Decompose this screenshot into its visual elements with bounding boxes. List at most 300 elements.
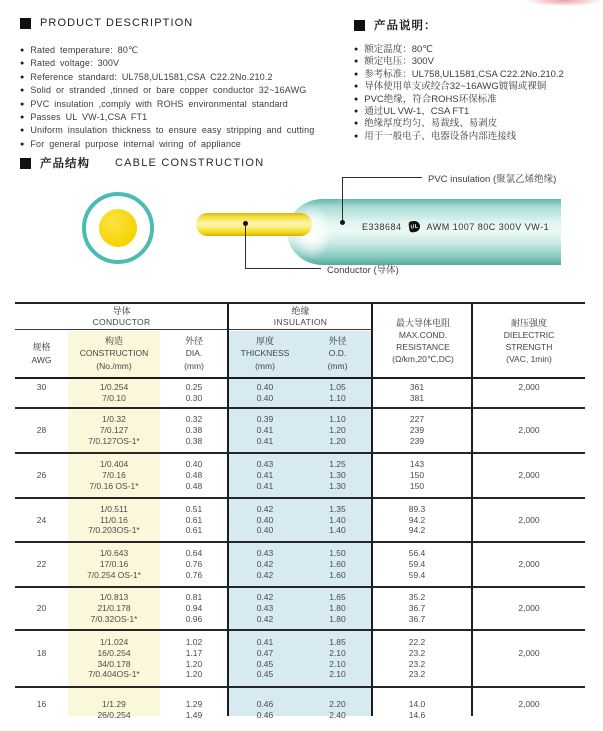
dia-cell-value: 1.49 [185, 709, 203, 720]
dielectric-header-l2: STRENGTH [505, 341, 553, 352]
thickness-cell-value: 0.42 [256, 503, 274, 514]
construction-header-unit: (No./mm) [96, 360, 132, 371]
description-item-cn: ● 参考标准：UL758,UL1581,CSA C22.2No.210.2 [354, 69, 564, 81]
conductor-column-group [15, 304, 228, 377]
dia-cell-value: 1.20 [185, 669, 203, 680]
square-bullet-icon [20, 18, 31, 29]
dielectric-cell [473, 588, 585, 629]
construction-cell [68, 543, 160, 586]
dia-cell [160, 543, 228, 586]
awg-cell-value: 24 [36, 514, 47, 525]
product-description-list-cn [354, 44, 564, 143]
thickness-cell [228, 688, 302, 731]
od-header-en: O.D. [328, 348, 347, 359]
dia-cell-value: 1.20 [185, 658, 203, 669]
construction-cell-value: 7/0.16 [102, 470, 126, 481]
dia-cell-value: 0.30 [185, 393, 203, 403]
thickness-cell-value: 0.45 [256, 658, 274, 669]
awg-cell-value [15, 659, 68, 670]
od-cell [302, 379, 373, 407]
construction-cell-value: 7/0.10 [102, 393, 126, 403]
resistance-cell-value: 35.2 [408, 592, 426, 603]
dielectric-cell-value [473, 659, 585, 670]
resistance-cell-value: 36.7 [408, 613, 426, 624]
dielectric-cell-value: 2,000 [518, 603, 540, 614]
dielectric-cell-value: 2,000 [518, 382, 540, 393]
dielectric-cell-value: 2,000 [518, 698, 540, 709]
table-row-awg-30 [15, 379, 585, 407]
resistance-cell-value: 56.4 [408, 548, 426, 559]
od-cell-value: 1.60 [329, 569, 346, 580]
table-row-awg-18 [15, 629, 585, 686]
thickness-cell-value: 0.46 [256, 698, 274, 709]
dia-cell-value: 0.61 [185, 514, 203, 525]
resistance-cell [373, 688, 473, 731]
dielectric-cell-value [473, 637, 585, 648]
resistance-cell-value: 94.2 [408, 525, 426, 536]
dia-cell-value: 1.29 [185, 698, 203, 709]
thickness-cell-value: 0.41 [256, 637, 274, 648]
awg-cell-value: 18 [36, 647, 47, 658]
od-cell-value: 1.30 [329, 470, 346, 481]
table-row-awg-28 [15, 407, 585, 452]
od-cell-value: 1.35 [329, 503, 346, 514]
od-cell-value: 1.65 [329, 592, 346, 603]
dielectric-cell-value [473, 614, 585, 625]
product-description-heading [20, 17, 193, 29]
thickness-cell-value: 0.46 [256, 709, 274, 720]
thickness-cell-value: 0.41 [256, 435, 274, 446]
awg-cell [15, 499, 68, 541]
dielectric-cell-value [473, 592, 585, 603]
table-divider [227, 304, 229, 716]
od-cell-value: 1.40 [329, 525, 346, 536]
construction-cell [68, 379, 160, 407]
dielectric-cell-value: 2,000 [518, 425, 540, 436]
cable-construction-heading [20, 155, 264, 171]
dielectric-header-cell [473, 304, 585, 377]
thickness-cell [228, 454, 302, 497]
dia-header-unit: (mm) [184, 360, 204, 371]
spec-table [15, 302, 585, 720]
dia-cell-value: 0.25 [185, 382, 203, 393]
conductor-core-circle [99, 209, 137, 247]
resistance-cell [373, 543, 473, 586]
thickness-cell-value: 0.39 [256, 414, 274, 425]
table-row-awg-16 [15, 686, 585, 731]
awg-cell-value [15, 614, 68, 625]
od-cell-value: 1.20 [329, 435, 346, 446]
dielectric-header-cn: 耐压强度 [510, 317, 547, 328]
dielectric-cell-value [473, 481, 585, 492]
resistance-header-l2: RESISTANCE [396, 341, 450, 352]
dielectric-cell [473, 631, 585, 686]
od-cell-value: 1.80 [329, 603, 346, 614]
dielectric-cell-value [473, 525, 585, 536]
cable-cross-section [82, 192, 154, 264]
dielectric-header-unit: (VAC, 1min) [506, 353, 552, 364]
awg-cell-value: 16 [36, 698, 47, 709]
awg-cell-value: 22 [36, 559, 47, 570]
construction-cell-value: 7/0.127OS-1* [88, 435, 140, 446]
od-cell-value: 2.10 [329, 669, 346, 680]
thickness-cell [228, 631, 302, 686]
construction-cell-value: 1/0.643 [99, 548, 129, 559]
conductor-header-en: CONDUCTOR [92, 316, 151, 327]
cable-construction-title-cn: 产品结构 [40, 158, 90, 170]
awg-cell [15, 588, 68, 629]
conductor-label: Conductor (导体) [327, 265, 399, 276]
product-description-title: PRODUCT DESCRIPTION [40, 17, 194, 29]
insulation-leader-line [342, 177, 422, 178]
thickness-cell [228, 379, 302, 407]
dielectric-cell-value [473, 414, 585, 425]
table-body [15, 379, 585, 731]
description-item-en: ● Rated temperature: 80℃ [20, 44, 314, 57]
od-cell-value: 2.20 [329, 698, 346, 709]
dielectric-cell [473, 688, 585, 731]
od-cell-value: 1.40 [329, 514, 346, 525]
thickness-cell-value: 0.47 [256, 647, 274, 658]
dia-cell [160, 409, 228, 452]
dielectric-cell-value [473, 669, 585, 680]
od-cell [302, 631, 373, 686]
dia-cell-value: 1.17 [185, 647, 203, 658]
description-item-cn: ● 额定电压：300V [354, 56, 564, 68]
resistance-cell [373, 499, 473, 541]
construction-cell [68, 454, 160, 497]
awg-cell-value [15, 393, 68, 404]
resistance-header-cell [373, 304, 473, 377]
table-row-awg-22 [15, 541, 585, 586]
resistance-cell-value: 23.2 [408, 658, 426, 669]
dielectric-cell-value [473, 459, 585, 470]
thickness-cell-value: 0.40 [256, 393, 274, 403]
thickness-header-unit: (mm) [255, 360, 275, 371]
insulation-group-header [228, 304, 373, 330]
dielectric-cell [473, 499, 585, 541]
dia-cell-value: 0.48 [185, 470, 203, 481]
awg-cell-value [15, 710, 68, 721]
dia-cell-value: 0.38 [185, 425, 203, 436]
dielectric-cell-value [473, 570, 585, 581]
dielectric-header-l1: DIELECTRIC [503, 329, 555, 340]
dia-cell-value: 1.02 [185, 637, 203, 648]
insulation-label: PVC insulation (聚氯乙烯绝缘) [428, 174, 557, 185]
awg-cell-value: 20 [36, 603, 47, 614]
dielectric-cell-value: 2,000 [518, 647, 540, 658]
thickness-cell-value: 0.43 [256, 548, 274, 559]
od-cell-value: 1.10 [329, 414, 346, 425]
dia-cell [160, 688, 228, 731]
resistance-cell-value: 143 [409, 459, 425, 470]
od-cell [302, 543, 373, 586]
od-cell [302, 454, 373, 497]
ul-file-number: E338684 [362, 221, 402, 232]
resistance-cell-value: 381 [409, 393, 425, 403]
dia-cell-value: 0.94 [185, 603, 203, 614]
construction-cell-value: 7/0.404OS-1* [88, 669, 140, 680]
dia-cell-value: 0.40 [185, 459, 203, 470]
description-item-cn: ● 用于一般电子、电器设备内部连接线 [354, 131, 564, 143]
dia-cell [160, 499, 228, 541]
awg-cell-value [15, 592, 68, 603]
thickness-cell-value: 0.40 [256, 382, 274, 393]
insulation-column-group [228, 304, 373, 377]
dielectric-cell-value [473, 436, 585, 447]
thickness-cell [228, 499, 302, 541]
construction-cell-value: 7/0.127 [99, 425, 129, 436]
dielectric-cell [473, 543, 585, 586]
construction-cell-value: 1/1.29 [102, 698, 126, 709]
awg-header-cell [15, 330, 68, 377]
thickness-cell-value: 0.43 [256, 459, 274, 470]
resistance-cell-value: 239 [409, 435, 425, 446]
od-header-cell [302, 330, 373, 377]
dia-header-cn: 外径 [184, 336, 203, 347]
thickness-cell-value: 0.43 [256, 603, 274, 614]
thickness-cell-value: 0.41 [256, 480, 274, 491]
cable-marking [362, 221, 549, 232]
description-item-en: ● Solid or stranded ,tinned or bare copper conductor 32~16AWG [20, 84, 314, 97]
od-cell-value: 1.60 [329, 559, 346, 570]
resistance-header-unit: (Ω/km,20℃,DC) [392, 353, 454, 364]
dia-cell-value: 0.64 [185, 548, 203, 559]
od-cell-value: 1.05 [329, 382, 346, 393]
description-item-en: ● Reference standard: UL758,UL1581,CSA C22.2No.210.2 [20, 71, 314, 84]
od-cell-value: 2.40 [329, 709, 346, 720]
table-header [15, 304, 585, 379]
dielectric-cell-value [473, 504, 585, 515]
thickness-cell-value: 0.42 [256, 569, 274, 580]
od-cell [302, 499, 373, 541]
table-row-awg-20 [15, 586, 585, 629]
resistance-cell-value: 36.7 [408, 603, 426, 614]
conductor-leader-line [245, 224, 246, 269]
resistance-cell-value: 59.4 [408, 569, 426, 580]
od-cell-value: 1.20 [329, 425, 346, 436]
thickness-header-en: THICKNESS [240, 348, 290, 359]
construction-header-en: CONSTRUCTION [79, 348, 149, 359]
construction-cell-value: 11/0.16 [100, 514, 128, 525]
resistance-header-cn: 最大导体电阻 [395, 317, 450, 328]
construction-cell-value: 1/0.511 [100, 503, 128, 514]
insulation-header-cn: 绝缘 [291, 306, 310, 316]
construction-header-cn: 构造 [104, 336, 123, 347]
awg-cell-value [15, 504, 68, 515]
description-item-en: ● Uniform insulation thickness to ensure easy stripping and cutting [20, 124, 314, 137]
resistance-cell-value: 239 [409, 425, 425, 436]
dia-cell-value: 0.96 [185, 613, 203, 624]
awg-cell-value [15, 548, 68, 559]
awg-cell-value [15, 570, 68, 581]
conductor-header-cn: 导体 [112, 306, 131, 316]
description-item-cn: ● 额定温度：80℃ [354, 44, 564, 56]
awg-cell-value: 30 [36, 382, 47, 393]
dia-cell-value: 0.76 [185, 559, 203, 570]
description-item-cn: ● PVC绝缘，符合ROHS环保标准 [354, 94, 564, 106]
conductor-leader-line [245, 268, 321, 269]
awg-cell-value [15, 459, 68, 470]
dielectric-cell [473, 379, 585, 407]
dielectric-cell-value [473, 548, 585, 559]
resistance-cell-value: 150 [409, 480, 425, 491]
dielectric-cell [473, 409, 585, 452]
thickness-cell [228, 588, 302, 629]
resistance-cell-value: 23.2 [408, 647, 426, 658]
table-row-awg-26 [15, 452, 585, 497]
thickness-cell-value: 0.45 [256, 669, 274, 680]
thickness-cell-value: 0.40 [256, 525, 274, 536]
description-item-en: ● For general purpose internal wiring of appliance [20, 138, 314, 151]
resistance-cell [373, 631, 473, 686]
insulation-header-en: INSULATION [273, 316, 328, 327]
construction-cell [68, 499, 160, 541]
description-item-cn: ● 导体使用单支或绞合32~16AWG镀锡或裸铜 [354, 81, 564, 93]
thickness-cell-value: 0.42 [256, 613, 274, 624]
table-divider [371, 304, 373, 716]
awg-cell-value: 26 [36, 470, 47, 481]
od-cell [302, 409, 373, 452]
cable-construction-title-en: CABLE CONSTRUCTION [115, 157, 265, 169]
dia-cell-value: 0.32 [185, 414, 203, 425]
construction-cell-value: 21/0.178 [97, 603, 131, 614]
table-row-awg-24 [15, 497, 585, 541]
conductor-rod [196, 213, 312, 236]
cropped-logo-artifact [528, 0, 600, 6]
product-description-list-en [20, 44, 314, 151]
awg-cell [15, 543, 68, 586]
construction-cell-value: 34/0.178 [97, 658, 131, 669]
awg-cell-value [15, 525, 68, 536]
dielectric-cell-value: 2,000 [518, 559, 540, 570]
description-item-cn: ● 绝缘厚度均匀、易裁线、易剥皮 [354, 118, 564, 130]
construction-cell-value: 26/0.254 [97, 709, 131, 720]
insulation-subheaders [228, 330, 373, 377]
awg-cell-value [15, 414, 68, 425]
thickness-cell-value: 0.42 [256, 592, 274, 603]
thickness-header-cell [228, 330, 302, 377]
description-item-cn: ● 通过UL VW-1、CSA FT1 [354, 106, 564, 118]
dia-cell-value: 0.61 [185, 525, 203, 536]
insulation-leader-line [342, 177, 343, 223]
construction-header-cell [68, 330, 160, 377]
construction-cell-value: 1/1.024 [99, 637, 129, 648]
dia-cell [160, 631, 228, 686]
resistance-cell [373, 379, 473, 407]
resistance-cell-value: 227 [409, 414, 425, 425]
awg-cell [15, 454, 68, 497]
awg-cell-value [15, 669, 68, 680]
construction-cell-value: 1/0.32 [102, 414, 126, 425]
resistance-cell-value: 14.6 [408, 709, 426, 720]
product-notes-title: 产品说明： [374, 20, 437, 32]
awg-cell [15, 688, 68, 731]
od-cell-value: 1.10 [329, 393, 346, 403]
od-cell [302, 588, 373, 629]
insulation-leader-dot [340, 220, 345, 225]
ul-logo-icon: UL [408, 220, 420, 232]
od-cell-value: 1.30 [329, 480, 346, 491]
thickness-cell-value: 0.42 [256, 559, 274, 570]
dia-cell [160, 379, 228, 407]
resistance-cell-value: 89.3 [408, 503, 426, 514]
construction-cell [68, 631, 160, 686]
od-header-cn: 外径 [328, 336, 347, 347]
construction-cell-value: 7/0.16 OS-1* [89, 480, 139, 491]
construction-cell [68, 688, 160, 731]
dielectric-cell [473, 454, 585, 497]
resistance-cell-value: 94.2 [408, 514, 426, 525]
construction-cell-value: 1/0.254 [99, 382, 129, 393]
resistance-cell-value: 22.2 [408, 637, 426, 648]
construction-cell [68, 588, 160, 629]
dia-cell [160, 454, 228, 497]
square-bullet-icon [20, 158, 31, 169]
thickness-cell-value: 0.41 [256, 470, 274, 481]
product-notes-heading [354, 17, 437, 33]
awg-header-en: AWG [31, 354, 52, 365]
resistance-cell [373, 409, 473, 452]
awg-cell [15, 379, 68, 407]
dielectric-cell-value [473, 710, 585, 721]
construction-cell-value: 16/0.254 [97, 647, 131, 658]
awg-cell-value: 28 [36, 425, 47, 436]
dia-cell-value: 0.38 [185, 435, 203, 446]
od-cell-value: 1.25 [329, 459, 346, 470]
description-item-en: ● Passes UL VW-1,CSA FT1 [20, 111, 314, 124]
dia-cell-value: 0.51 [185, 503, 203, 514]
dia-header-cell [160, 330, 228, 377]
od-cell [302, 688, 373, 731]
od-cell-value: 1.80 [329, 613, 346, 624]
resistance-cell-value: 14.0 [408, 698, 426, 709]
construction-cell-value: 7/0.32OS-1* [90, 613, 138, 624]
awg-cell [15, 631, 68, 686]
dia-cell-value: 0.81 [185, 592, 203, 603]
dia-header-en: DIA. [185, 348, 203, 359]
od-header-unit: (mm) [327, 360, 348, 371]
od-cell-value: 2.10 [329, 658, 346, 669]
dielectric-cell-value: 2,000 [518, 514, 540, 525]
cable-marking-text: AWM 1007 80C 300V VW-1 [426, 221, 550, 232]
dia-cell [160, 588, 228, 629]
square-bullet-icon [354, 20, 365, 31]
dielectric-cell-value: 2,000 [518, 470, 540, 481]
od-cell-value: 1.50 [329, 548, 346, 559]
thickness-cell-value: 0.41 [256, 425, 274, 436]
resistance-cell-value: 59.4 [408, 559, 426, 570]
construction-cell-value: 7/0.203OS-1* [88, 525, 140, 536]
resistance-header-l1: MAX.COND. [398, 329, 448, 340]
thickness-cell [228, 409, 302, 452]
construction-cell-value: 17/0.16 [99, 559, 129, 570]
conductor-subheaders [15, 330, 228, 377]
awg-header-cn: 规格 [32, 342, 51, 353]
table-divider [471, 304, 473, 716]
resistance-cell [373, 454, 473, 497]
od-cell-value: 2.10 [329, 647, 346, 658]
construction-cell-value: 1/0.404 [99, 459, 129, 470]
description-item-en: ● Rated voltage: 300V [20, 57, 314, 70]
dia-cell-value: 0.48 [185, 480, 203, 491]
construction-cell-value: 1/0.813 [99, 592, 129, 603]
thickness-cell [228, 543, 302, 586]
awg-cell [15, 409, 68, 452]
thickness-header-cn: 厚度 [255, 336, 274, 347]
resistance-cell-value: 23.2 [408, 669, 426, 680]
conductor-group-header [15, 304, 228, 330]
